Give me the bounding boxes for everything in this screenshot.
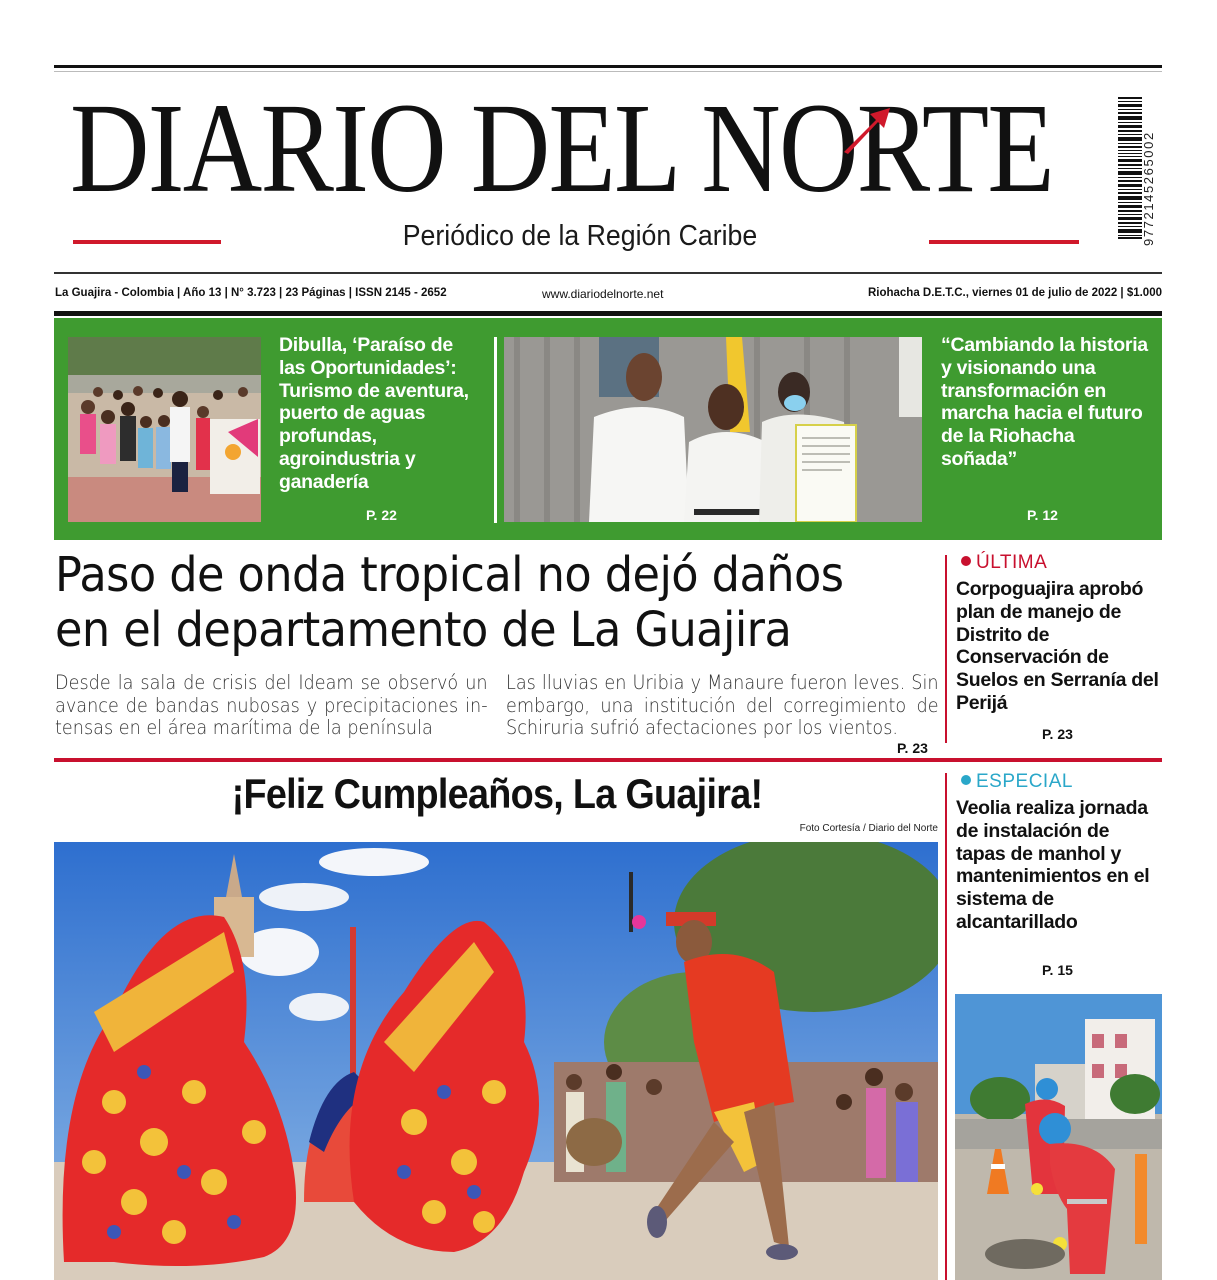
teaser-photo-dibulla[interactable] <box>68 337 261 522</box>
masthead-title[interactable] <box>70 77 1053 219</box>
lead-deck-right: Las lluvias en Uribia y Manaure fueron leves. Sin embargo, una institución del corregimiento de Schiruria sufrió afectaciones por los vientos. <box>506 671 939 739</box>
edition-info: La Guajira - Colombia | Año 13 | N° 3.723 | 23 Páginas | ISSN 2145 - 2652 <box>55 287 447 299</box>
tagline: Periódico de la Región Caribe <box>402 220 758 252</box>
barcode-digits: 9772145265002 <box>1141 131 1156 246</box>
website-link[interactable]: www.diariodelnorte.net <box>542 287 664 301</box>
sidebar-photo-veolia[interactable] <box>955 994 1162 1280</box>
date-price-info: Riohacha D.E.T.C., viernes 01 de julio de 2022 | $1.000 <box>867 287 1162 299</box>
teaser-page-dibulla: P. 22 <box>366 507 397 523</box>
teaser-headline-dibulla[interactable]: Dibulla, ‘Paraíso de las Oportunidades’: Turismo de aventura, puerto de aguas profundas, agroindustria y ganadería <box>279 334 469 493</box>
feature-title[interactable]: ¡Feliz Cumpleaños, La Guajira! <box>231 770 763 817</box>
lead-headline[interactable] <box>55 548 892 658</box>
info-bar-rule-top <box>54 272 1162 274</box>
top-rule-thin <box>54 71 1162 72</box>
barcode-icon <box>1118 97 1142 239</box>
feature-photo-wayuu-dance[interactable] <box>54 842 938 1280</box>
top-rule <box>54 65 1162 68</box>
decorative-red-dash-right <box>929 240 1079 244</box>
section-rule-red <box>54 758 1162 762</box>
teaser-divider <box>494 337 497 523</box>
lead-headline-line2: en el departamento de La Guajira <box>55 602 792 658</box>
sidebar-rule-ultima <box>945 555 947 743</box>
bullet-icon <box>961 775 971 785</box>
bullet-icon <box>961 556 971 566</box>
masthead-o: O <box>779 77 857 219</box>
section-label-ultima-text: ÚLTIMA <box>976 552 1048 573</box>
masthead-title-part1: DIARIO DEL N <box>70 77 780 219</box>
north-arrow-icon <box>840 104 894 158</box>
lead-deck-left: Desde la sala de crisis del Ideam se observó un avance de bandas nubosas y precipitaciones in-tensas en el área marítima de la península <box>55 671 488 739</box>
section-label-especial <box>961 771 1073 793</box>
sidebar-headline-corpoguajira[interactable]: Corpoguajira aprobó plan de manejo de Distrito de Conservación de Suelos en Serranía del Perijá <box>956 578 1159 714</box>
teaser-headline-riohacha[interactable]: “Cambiando la historia y visionando una transformación en marcha hacia el futuro de la Riohacha soñada” <box>941 334 1148 470</box>
section-label-especial-text: ESPECIAL <box>976 771 1073 792</box>
teaser-page-riohacha: P. 12 <box>1027 507 1058 523</box>
photo-credit: Foto Cortesía / Diario del Norte <box>799 823 938 834</box>
teaser-photo-riohacha[interactable] <box>504 337 922 522</box>
section-label-ultima <box>961 552 1047 574</box>
info-bar-rule-bottom <box>54 311 1162 316</box>
masthead-title-part2: RTE <box>856 77 1053 219</box>
sidebar-headline-veolia[interactable]: Veolia realiza jornada de instalación de tapas de manhol y mantenimientos en el sistema de alcantarillado <box>956 797 1150 933</box>
decorative-red-dash-left <box>73 240 221 244</box>
sidebar-page-ultima: P. 23 <box>1042 726 1073 742</box>
lead-headline-line1: Paso de onda tropical no dejó daños <box>55 547 844 603</box>
sidebar-rule-especial <box>945 773 947 1280</box>
sidebar-page-especial: P. 15 <box>1042 962 1073 978</box>
lead-page: P. 23 <box>897 740 928 756</box>
